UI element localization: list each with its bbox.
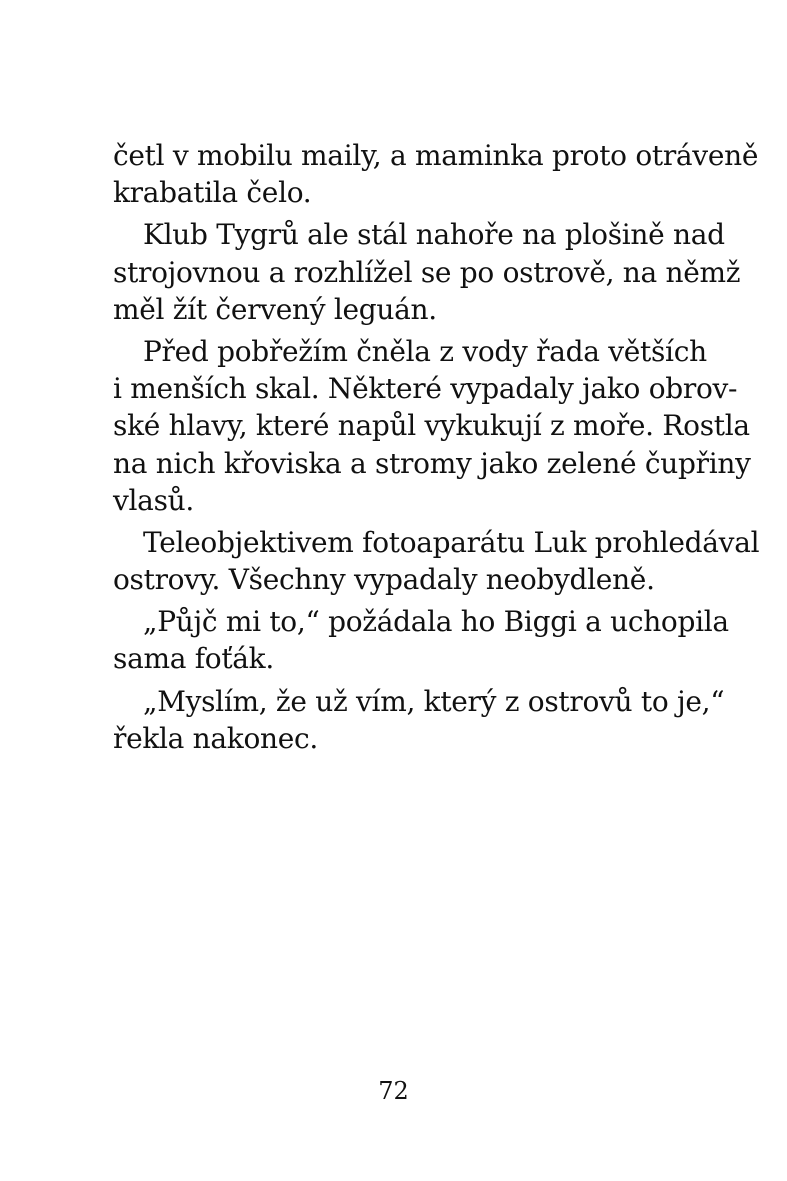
text-line: Teleobjektivem fotoaparátu Luk prohledával	[143, 525, 760, 559]
text-line: „Myslím, že už vím, který z ostrovů to je,“	[143, 684, 725, 718]
text-line: Před pobřežím čněla z vody řada větších	[143, 334, 707, 368]
text-line: četl v mobilu maily, a maminka proto otráveně	[113, 139, 759, 172]
text-line: „Půjč mi to,“ požádala ho Biggi a uchopila	[143, 605, 729, 639]
text-line: ské hlavy, které napůl vykukují z moře. Rostla	[113, 409, 750, 443]
text-line: ostrovy. Všechny vypadaly neobydleně.	[113, 563, 655, 597]
text-line: strojovnou a rozhlížel se po ostrově, na němž	[113, 255, 741, 289]
text-line: krabatila čelo.	[113, 176, 312, 210]
paragraph	[113, 216, 741, 328]
text-line: na nich křoviska a stromy jako zelené čupřiny	[113, 446, 751, 480]
paragraph	[113, 524, 760, 598]
text-line: řekla nakonec.	[113, 721, 319, 755]
text-line: Klub Tygrů ale stál nahoře na plošině nad	[143, 218, 725, 252]
paragraph	[113, 603, 729, 677]
text-line: sama foťák.	[113, 642, 274, 676]
text-line: vlasů.	[113, 483, 194, 517]
paragraph	[113, 333, 751, 519]
book-text	[113, 137, 760, 757]
page-number: 72	[378, 1077, 409, 1105]
paragraph	[113, 137, 759, 211]
paragraph	[113, 683, 725, 757]
text-line: i menších skal. Některé vypadaly jako obrov-	[113, 372, 738, 406]
text-line: měl žít červený leguán.	[113, 292, 437, 326]
